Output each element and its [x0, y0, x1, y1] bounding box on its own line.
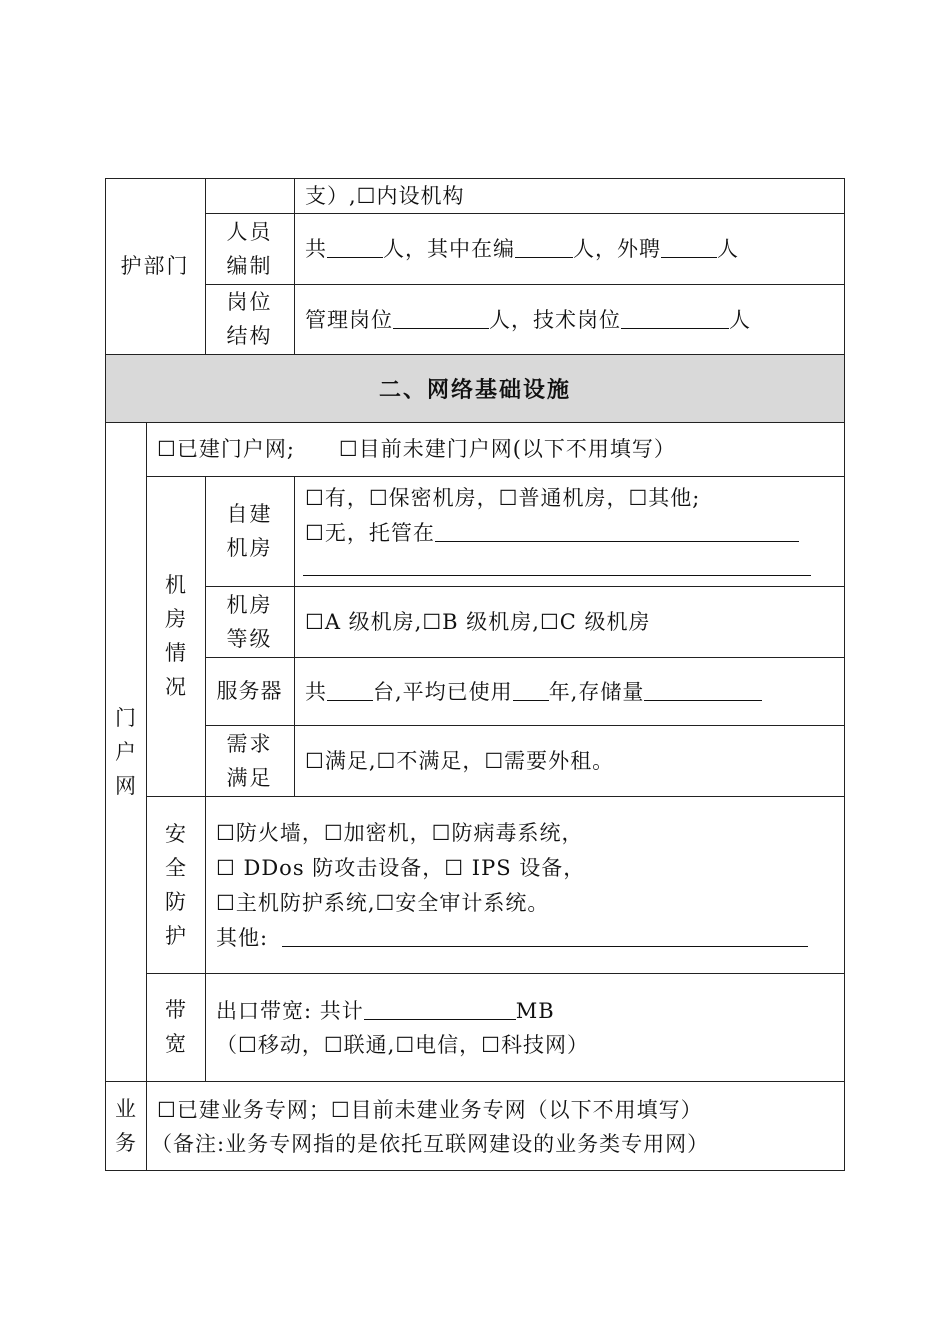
server-count-field[interactable]: [327, 680, 373, 701]
self-room-line2: [305, 521, 799, 545]
row-divider: [105, 1081, 845, 1082]
server-p2: 台,平均已使用: [373, 680, 513, 704]
staffing-label-cell: [205, 213, 294, 284]
self-room-label: 自建机房: [226, 502, 273, 560]
position-tech-field[interactable]: [621, 308, 729, 329]
row-divider: [205, 213, 845, 214]
bandwidth-label: 带宽: [165, 998, 186, 1056]
server-p3: 年,存储量: [548, 680, 645, 704]
self-room-label-cell: [205, 476, 294, 586]
business-label: 业务: [115, 1097, 136, 1155]
business-label-cell: [105, 1081, 146, 1171]
position-mgmt-field[interactable]: [393, 308, 489, 329]
server-text: [305, 680, 762, 704]
dept-row1-text: 支）,☐内设机构: [305, 184, 465, 208]
section-title: 二、网络基础设施: [378, 377, 571, 403]
portal-built-option[interactable]: ☐已建门户网;: [157, 437, 295, 461]
staffing-p3: 人，外聘: [573, 237, 661, 261]
security-label-cell: [146, 796, 205, 973]
demand-text: ☐满足,☐不满足，☐需要外租。: [305, 749, 615, 773]
bandwidth-p1: 出口带宽: 共计: [216, 999, 364, 1023]
staffing-total-field[interactable]: [327, 237, 383, 258]
col-divider: [294, 178, 295, 354]
position-text: [305, 308, 751, 332]
server-label: 服务器: [216, 679, 283, 703]
position-p2: 人，技术岗位: [489, 308, 621, 332]
row-divider: [205, 657, 845, 658]
bandwidth-line1: [216, 999, 555, 1023]
row-divider: [146, 796, 845, 797]
business-line1: ☐已建业务专网；☐目前未建业务专网（以下不用填写）: [157, 1098, 703, 1122]
hosted-at-field-line2[interactable]: [303, 575, 811, 576]
server-p1: 共: [305, 680, 327, 704]
business-note: （备注:业务专网指的是依托互联网建设的业务类专用网）: [151, 1132, 710, 1156]
security-other-field[interactable]: [282, 926, 808, 947]
info-form-table: [105, 178, 845, 1171]
row-divider: [205, 725, 845, 726]
staffing-text: [305, 237, 739, 261]
security-line2: ☐ DDos 防攻击设备，☐ IPS 设备，: [216, 856, 586, 880]
hosted-at-field[interactable]: [435, 521, 799, 542]
bandwidth-line2: （☐移动，☐联通,☐电信，☐科技网）: [216, 1033, 589, 1057]
portal-status: [157, 437, 676, 461]
room-level-text: ☐A 级机房,☐B 级机房,☐C 级机房: [305, 610, 651, 634]
demand-label: 需求满足: [226, 731, 273, 790]
dept-label: 护部门: [120, 254, 190, 278]
storage-field[interactable]: [644, 680, 762, 701]
server-years-field[interactable]: [513, 680, 549, 701]
row-divider: [146, 973, 845, 974]
staffing-label: 人员编制: [226, 219, 273, 278]
col-divider: [294, 476, 295, 796]
row-divider: [105, 422, 845, 423]
staffing-p2: 人，其中在编: [383, 237, 515, 261]
security-other: [216, 926, 808, 950]
staffing-hired-field[interactable]: [661, 237, 717, 258]
row-divider: [205, 284, 845, 285]
self-room-hosted-label: ☐无，托管在: [305, 521, 435, 545]
row-divider: [205, 586, 845, 587]
bandwidth-label-cell: [146, 973, 205, 1081]
security-other-label: 其他:: [216, 926, 269, 950]
room-level-label-cell: [205, 586, 294, 657]
staffing-onbook-field[interactable]: [515, 237, 573, 258]
server-label-cell: [205, 657, 294, 725]
self-room-line1: ☐有，☐保密机房，☐普通机房，☐其他;: [305, 486, 701, 510]
dept-label-cell: [105, 178, 205, 354]
security-line3: ☐主机防护系统,☐安全审计系统。: [216, 891, 550, 915]
security-line1: ☐防火墙，☐加密机，☐防病毒系统，: [216, 821, 584, 845]
portal-label-cell: [105, 422, 146, 1081]
position-p1: 管理岗位: [305, 308, 393, 332]
demand-label-cell: [205, 725, 294, 796]
position-label-cell: [205, 284, 294, 354]
section-title-cell: [105, 354, 845, 422]
bandwidth-unit: MB: [515, 999, 555, 1023]
security-label: 安全防护: [165, 821, 186, 948]
position-label: 岗位结构: [226, 290, 273, 348]
bandwidth-field[interactable]: [364, 999, 516, 1020]
room-group-label-cell: [146, 476, 205, 796]
staffing-p1: 共: [305, 237, 327, 261]
room-level-label: 机房等级: [226, 592, 273, 651]
portal-label: 门户网: [115, 705, 136, 798]
staffing-p4: 人: [717, 237, 739, 261]
portal-unbuilt-option[interactable]: ☐目前未建门户网(以下不用填写）: [338, 437, 676, 461]
room-group-label: 机房情况: [165, 573, 186, 699]
position-p3: 人: [729, 308, 751, 332]
